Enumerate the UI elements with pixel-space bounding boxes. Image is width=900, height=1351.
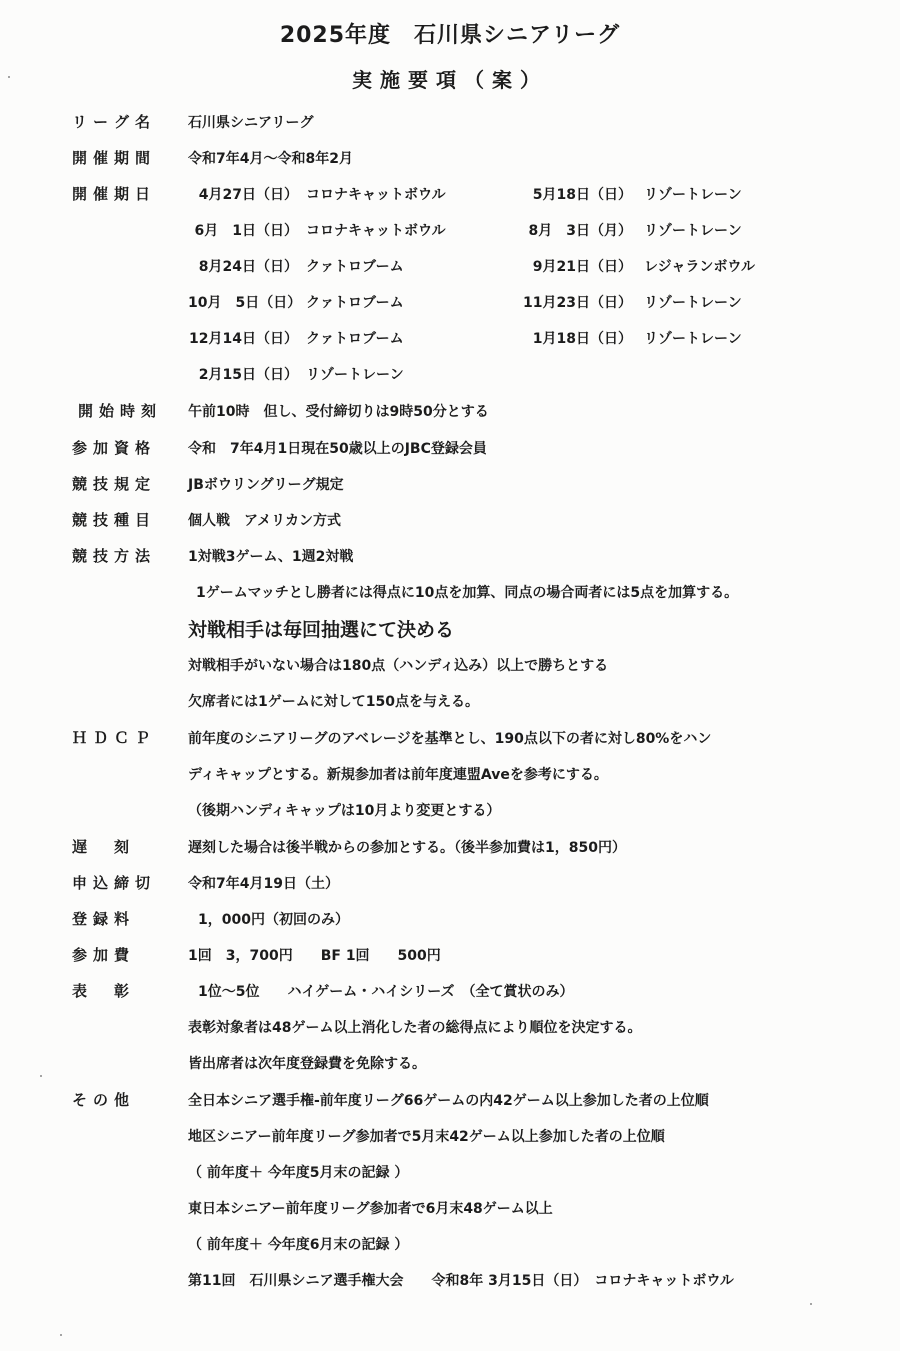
schedule-venue: コロナキャットボウル (306, 223, 446, 239)
schedule-date: 4月27日（日） (198, 187, 298, 203)
event-value: 個人戦 アメリカン方式 (188, 513, 342, 529)
document-subtitle: 実施要項（案） (352, 68, 548, 92)
league-name-label: リーグ名 (72, 113, 157, 131)
scan-speck (40, 1075, 42, 1077)
schedule-venue: クァトロブーム (306, 259, 404, 275)
schedule-venue: リゾートレーン (644, 295, 742, 311)
start-time-value: 午前10時 但し、受付締切りは9時50分とする (188, 404, 489, 420)
schedule-date: 12月14日（日） (189, 331, 298, 347)
other-label: その他 (72, 1091, 136, 1109)
other-line: （ 前年度＋ 今年度5月末の記録 ） (188, 1165, 409, 1181)
eligibility-label: 参加資格 (72, 439, 157, 457)
schedule-date: 5月18日（日） (532, 187, 632, 203)
schedule-venue: リゾートレーン (644, 187, 742, 203)
registration-fee-value: 1，000円（初回のみ） (198, 912, 349, 928)
other-line: （ 前年度＋ 今年度6月末の記録 ） (188, 1237, 409, 1253)
start-time-label: 開始時刻 (78, 402, 163, 420)
eligibility-value: 令和 7年4月1日現在50歳以上のJBC登録会員 (188, 441, 487, 457)
hdcp-line: ディキャップとする。新規参加者は前年度連盟Aveを参考にする。 (188, 767, 608, 783)
method-line: 対戦相手がいない場合は180点（ハンディ込み）以上で勝ちとする (188, 658, 609, 674)
awards-line: 皆出席者は次年度登録費を免除する。 (188, 1056, 426, 1072)
schedule-venue: リゾートレーン (644, 331, 742, 347)
hdcp-label: ＨＤＣＰ (72, 729, 157, 747)
schedule-date: 11月23日（日） (523, 295, 632, 311)
document-title: 2025年度 石川県シニアリーグ (279, 23, 621, 48)
event-label: 競技種目 (72, 511, 157, 529)
schedule-venue: クァトロブーム (306, 331, 404, 347)
deadline-label: 申込締切 (72, 874, 157, 892)
dates-label: 開催期日 (72, 185, 157, 203)
method-line: 1対戦3ゲーム、1週2対戦 (188, 549, 354, 565)
other-line: 東日本シニアー前年度リーグ参加者で6月末48ゲーム以上 (188, 1201, 553, 1217)
method-line-emphasis: 対戦相手は毎回抽選にて決める (188, 619, 455, 641)
entry-fee-value: 1回 3，700円 BF 1回 500円 (188, 948, 441, 964)
awards-line: 表彰対象者は48ゲーム以上消化した者の総得点により順位を決定する。 (188, 1020, 642, 1036)
league-name-value: 石川県シニアリーグ (188, 115, 314, 131)
schedule-venue: リゾートレーン (306, 367, 404, 383)
schedule-date: 8月24日（日） (198, 259, 298, 275)
scan-speck (60, 1334, 62, 1336)
method-line: 欠席者には1ゲームに対して150点を与える。 (188, 694, 479, 710)
registration-fee-label: 登録料 (72, 910, 136, 928)
other-line: 地区シニアー前年度リーグ参加者で5月末42ゲーム以上参加した者の上位順 (188, 1129, 665, 1145)
other-line: 第11回 石川県シニア選手権大会 令和8年 3月15日（日） コロナキャットボウル (188, 1273, 734, 1289)
schedule-date: 9月21日（日） (532, 259, 632, 275)
late-label: 遅 刻 (72, 838, 136, 856)
period-value: 令和7年4月～令和8年2月 (188, 151, 353, 167)
deadline-value: 令和7年4月19日（土） (188, 876, 339, 892)
schedule-date: 2月15日（日） (198, 367, 298, 383)
method-line: 1ゲームマッチとし勝者には得点に10点を加算、同点の場合両者には5点を加算する。 (196, 585, 739, 601)
hdcp-line: （後期ハンディキャップは10月より変更とする） (188, 803, 501, 819)
awards-label: 表 彰 (72, 982, 136, 1000)
late-value: 遅刻した場合は後半戦からの参加とする。（後半参加費は1，850円） (188, 840, 626, 856)
schedule-date: 6月 1日（日） (194, 223, 298, 239)
schedule-date: 1月18日（日） (532, 331, 632, 347)
schedule-venue: レジャランボウル (644, 259, 755, 275)
rules-value: JBボウリングリーグ規定 (188, 477, 344, 493)
schedule-venue: クァトロブーム (306, 295, 404, 311)
schedule-date: 8月 3日（月） (528, 223, 632, 239)
period-label: 開催期間 (72, 149, 157, 167)
method-label: 競技方法 (72, 547, 157, 565)
schedule-venue: リゾートレーン (644, 223, 742, 239)
scan-speck (8, 76, 10, 78)
scan-speck (810, 1303, 812, 1305)
awards-line: 1位～5位 ハイゲーム・ハイシリーズ （全て賞状のみ） (198, 984, 574, 1000)
schedule-venue: コロナキャットボウル (306, 187, 446, 203)
entry-fee-label: 参加費 (72, 946, 136, 964)
rules-label: 競技規定 (72, 475, 157, 493)
schedule-date: 10月 5日（日） (188, 295, 302, 311)
hdcp-line: 前年度のシニアリーグのアベレージを基準とし、190点以下の者に対し80%をハン (188, 731, 712, 747)
other-line: 全日本シニア選手権-前年度リーグ66ゲームの内42ゲーム以上参加した者の上位順 (188, 1093, 709, 1109)
